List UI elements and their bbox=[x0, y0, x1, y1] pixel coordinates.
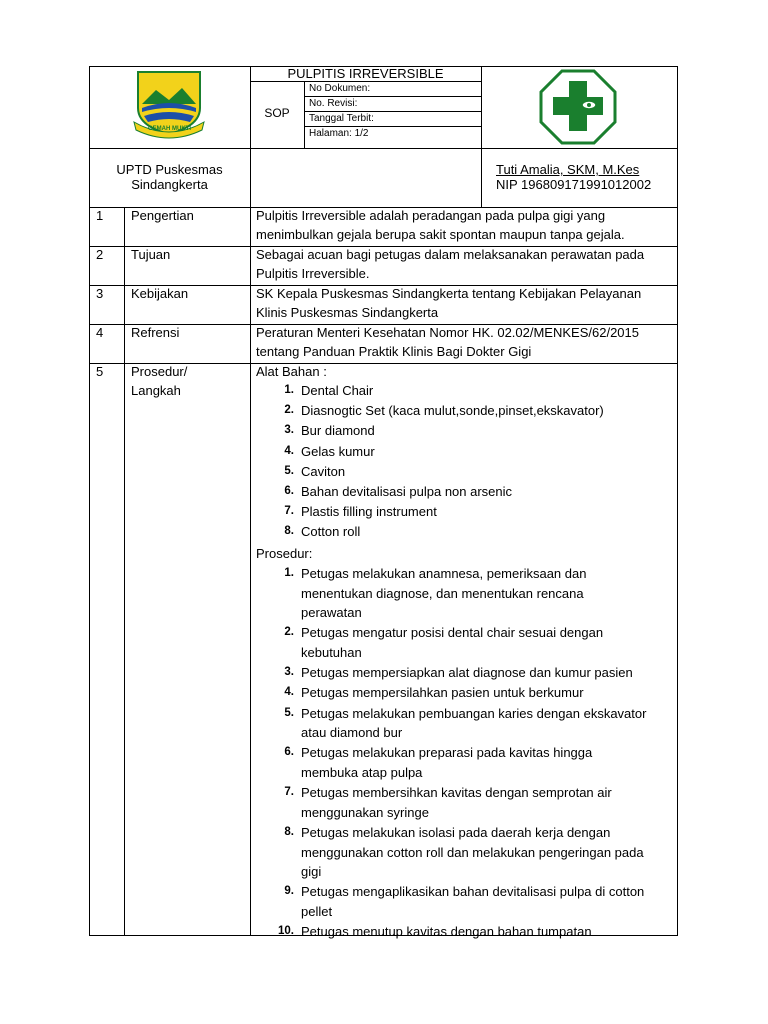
step-item-number: 5. bbox=[284, 706, 294, 719]
alat-item-text: Bahan devitalisasi pulpa non arsenic bbox=[301, 484, 513, 499]
step-item-text: Petugas mengatur posisi dental chair sesuai dengan bbox=[301, 625, 604, 641]
doc-field-revision: No. Revisi: bbox=[309, 98, 358, 109]
step-item-text: Petugas melakukan preparasi pada kavitas hingga bbox=[301, 745, 593, 761]
org-name-line2: Sindangkerta bbox=[131, 177, 208, 192]
step-item-number: 7. bbox=[284, 786, 294, 799]
step-item-text: pellet bbox=[301, 904, 333, 919]
row-number: 3 bbox=[96, 286, 104, 301]
alat-item-number: 1. bbox=[284, 384, 294, 396]
doc-field-date: Tanggal Terbit: bbox=[309, 113, 374, 124]
step-item-text: menggunakan cotton roll dan melakukan pengeringan pada bbox=[301, 844, 644, 860]
alat-item-number: 5. bbox=[284, 464, 294, 477]
step-item-text: gigi bbox=[301, 864, 322, 880]
step-item-text: Petugas mengaplikasikan bahan devitalisasi pulpa di cotton bbox=[301, 884, 645, 900]
row-text: tentang Panduan Praktik Klinis Bagi Dokter Gigi bbox=[256, 344, 532, 359]
alat-item-number: 3. bbox=[284, 424, 294, 437]
step-item-number: 1. bbox=[284, 567, 294, 579]
row-text: Peraturan Menteri Kesehatan Nomor HK. 02.02/MENKES/62/2015 bbox=[256, 325, 639, 340]
row-text: Pulpitis Irreversible. bbox=[256, 266, 370, 281]
step-item-number: 3. bbox=[284, 666, 294, 679]
step-item-text: menggunakan syringe bbox=[301, 804, 429, 820]
row-label: Tujuan bbox=[131, 247, 171, 262]
signer-nip: NIP 196809171991012002 bbox=[496, 177, 652, 192]
alat-item-text: Plastis filling instrument bbox=[301, 504, 437, 520]
prosedur-heading: Prosedur: bbox=[256, 546, 313, 561]
step-item-text: perawatan bbox=[301, 605, 362, 621]
alat-item-number: 4. bbox=[284, 444, 294, 457]
step-item-number: 9. bbox=[284, 885, 294, 898]
row-number: 5 bbox=[96, 364, 104, 379]
alat-item-text: Dental Chair bbox=[301, 383, 374, 398]
doc-field-page: Halaman: 1/2 bbox=[309, 128, 369, 139]
row-number: 2 bbox=[96, 247, 104, 262]
row-label: Langkah bbox=[131, 383, 181, 398]
row-label: Kebijakan bbox=[131, 286, 189, 301]
alat-item-text: Caviton bbox=[301, 463, 346, 479]
step-item-text: atau diamond bur bbox=[301, 725, 403, 741]
step-item-text: kebutuhan bbox=[301, 645, 362, 660]
alat-heading: Alat Bahan : bbox=[256, 364, 327, 379]
puskesmas-logo bbox=[539, 69, 617, 145]
alat-item-text: Bur diamond bbox=[301, 423, 375, 439]
regional-logo bbox=[128, 70, 210, 140]
row-label: Prosedur/ bbox=[131, 364, 188, 379]
row-text: SK Kepala Puskesmas Sindangkerta tentang Kebijakan Pelayanan bbox=[256, 286, 642, 301]
row-number: 1 bbox=[96, 208, 104, 223]
logo-motto: GEMAH MUKTI bbox=[148, 126, 191, 132]
step-item-text: Petugas mempersilahkan pasien untuk berkumur bbox=[301, 685, 584, 701]
step-item-number: 8. bbox=[284, 826, 294, 838]
alat-item-text: Diasnogtic Set (kaca mulut,sonde,pinset,ekskavator) bbox=[301, 403, 604, 419]
row-label: Refrensi bbox=[131, 325, 180, 340]
doc-field-number: No Dokumen: bbox=[309, 83, 371, 94]
sop-label: SOP bbox=[264, 106, 290, 120]
step-item-text: Petugas melakukan isolasi pada daerah kerja dengan bbox=[301, 825, 611, 840]
row-text: Klinis Puskesmas Sindangkerta bbox=[256, 305, 439, 320]
row-text: Pulpitis Irreversible adalah peradangan pada pulpa gigi yang bbox=[256, 208, 606, 223]
row-text: Sebagai acuan bagi petugas dalam melaksanakan perawatan pada bbox=[256, 247, 645, 262]
step-item-text: Petugas mempersiapkan alat diagnose dan kumur pasien bbox=[301, 665, 633, 681]
step-item-text: Petugas menutup kavitas dengan bahan tumpatan bbox=[301, 924, 592, 940]
step-item-text: Petugas melakukan pembuangan karies dengan ekskavator bbox=[301, 705, 647, 721]
org-name-line1: UPTD Puskesmas bbox=[116, 162, 223, 177]
step-item-text: membuka atap pulpa bbox=[301, 765, 423, 780]
step-item-text: Petugas melakukan anamnesa, pemeriksaan dan bbox=[301, 566, 587, 581]
signer-name: Tuti Amalia, SKM, M.Kes bbox=[496, 162, 640, 177]
row-text: menimbulkan gejala berupa sakit spontan maupun tanpa gejala. bbox=[256, 227, 625, 242]
alat-item-text: Cotton roll bbox=[301, 524, 361, 540]
step-item-number: 4. bbox=[284, 686, 294, 699]
alat-item-number: 8. bbox=[284, 525, 294, 538]
row-label: Pengertian bbox=[131, 208, 194, 223]
alat-item-text: Gelas kumur bbox=[301, 443, 375, 459]
alat-item-number: 6. bbox=[284, 485, 294, 497]
alat-item-number: 2. bbox=[284, 404, 294, 417]
row-number: 4 bbox=[96, 325, 104, 340]
step-item-number: 10. bbox=[278, 925, 294, 938]
step-item-number: 6. bbox=[284, 746, 294, 759]
step-item-text: Petugas membersihkan kavitas dengan semprotan air bbox=[301, 785, 612, 801]
step-item-number: 2. bbox=[284, 626, 294, 639]
document-title: PULPITIS IRREVERSIBLE bbox=[287, 66, 444, 81]
step-item-text: menentukan diagnose, dan menentukan rencana bbox=[301, 585, 584, 601]
alat-item-number: 7. bbox=[284, 505, 294, 518]
